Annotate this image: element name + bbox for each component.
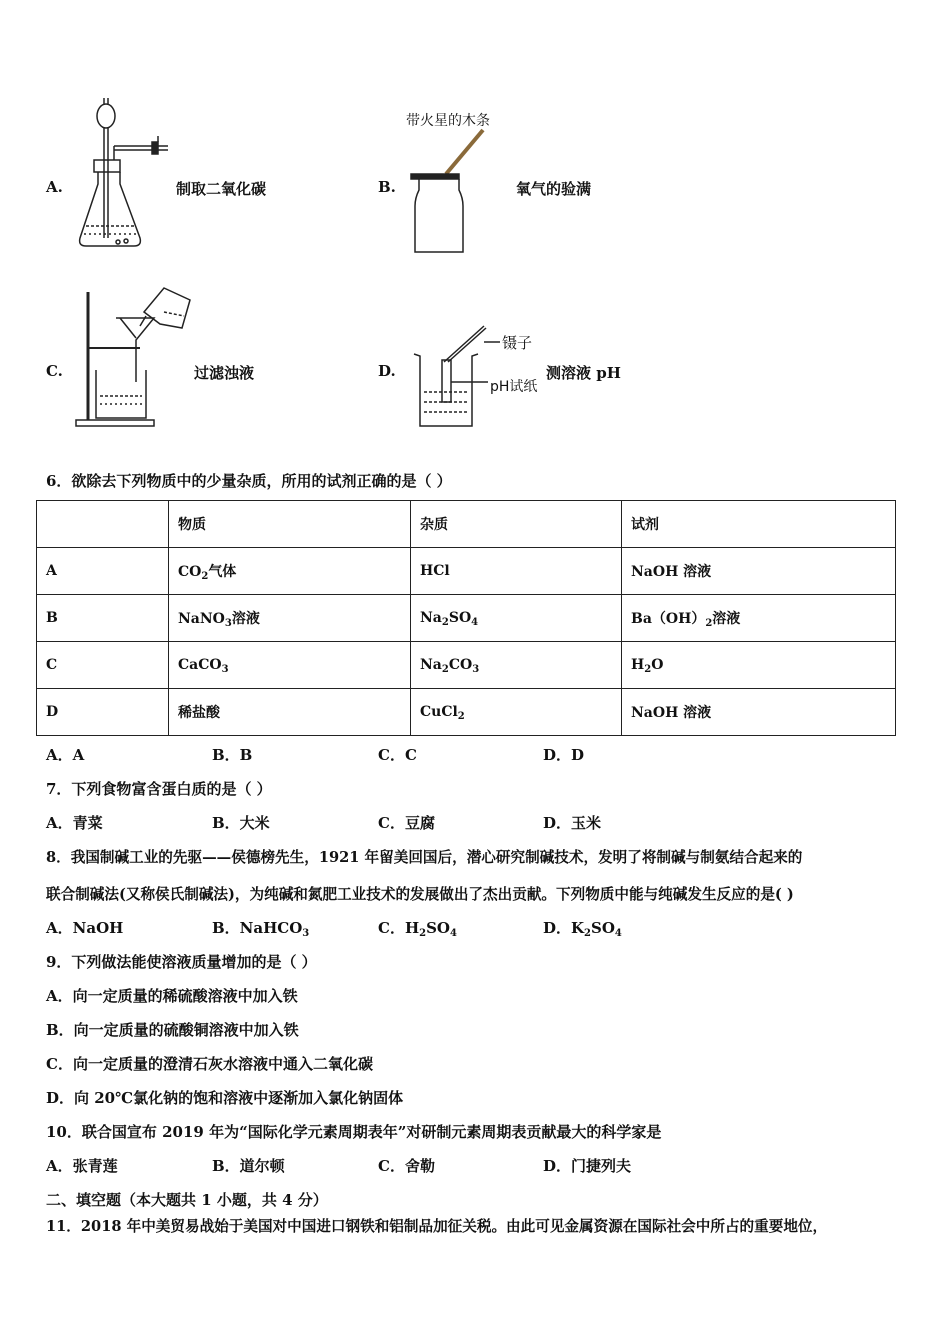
q9-option-c: C．向一定质量的澄清石灰水溶液中通入二氧化碳 bbox=[46, 1055, 373, 1073]
row-id: A bbox=[37, 548, 169, 595]
q9-option-b: B．向一定质量的硫酸铜溶液中加入铁 bbox=[46, 1021, 299, 1039]
q5-option-a-caption: 制取二氧化碳 bbox=[176, 180, 267, 198]
q9-stem: 9．下列做法能使溶液质量增加的是（ ） bbox=[46, 953, 317, 971]
q6-option-d: D．D bbox=[543, 746, 585, 764]
row-id: D bbox=[37, 689, 169, 736]
substance-cell: 稀盐酸 bbox=[169, 689, 411, 736]
q5-option-c-caption: 过滤浊液 bbox=[194, 364, 255, 382]
table-row bbox=[37, 548, 896, 595]
q8-option-b: B．NaHCO$_3$ bbox=[212, 919, 310, 939]
table-header-cell bbox=[37, 501, 169, 548]
q6-option-a: A．A bbox=[46, 746, 85, 764]
substance-cell: CaCO$_3$ bbox=[169, 642, 411, 689]
substance-cell: NaNO$_3$溶液 bbox=[169, 595, 411, 642]
q6-option-c: C．C bbox=[378, 746, 417, 764]
q11-stem-line1: 11．2018 年中美贸易战始于美国对中国进口钢铁和铝制品加征关税。由此可见金属资源在国际社会中所占的重要地位， bbox=[46, 1218, 828, 1235]
q7-option-d: D．玉米 bbox=[543, 814, 602, 832]
co2-apparatus-figure bbox=[70, 98, 180, 258]
q7-option-c: C．豆腐 bbox=[378, 814, 435, 832]
impurity-cell: $Na_2SO_4$ bbox=[411, 595, 622, 642]
q5-option-b-letter: B. bbox=[378, 178, 396, 196]
q10-option-c: C．舍勒 bbox=[378, 1157, 435, 1175]
q10-option-a: A．张青莲 bbox=[46, 1157, 118, 1175]
q10-stem: 10．联合国宣布 2019 年为“国际化学元素周期表年”对研制元素周期表贡献最大的科学家是 bbox=[46, 1123, 662, 1141]
table-row bbox=[37, 595, 896, 642]
q7-option-a: A．青菜 bbox=[46, 814, 103, 832]
q5-option-b-caption: 氧气的验满 bbox=[516, 180, 592, 198]
q9-option-d: D．向 20℃氯化钠的饱和溶液中逐渐加入氯化钠固体 bbox=[46, 1089, 404, 1107]
q8-stem-line1: 8．我国制碱工业的先驱——侯德榜先生，1921 年留美回国后，潜心研究制碱技术，发明了将制碱与制氨结合起来的 bbox=[46, 849, 803, 866]
row-id: B bbox=[37, 595, 169, 642]
reagent-cell: NaOH 溶液 bbox=[622, 548, 896, 595]
table-header-cell: 物质 bbox=[169, 501, 411, 548]
filtration-figure bbox=[72, 282, 196, 432]
table-row bbox=[37, 642, 896, 689]
table-header-row bbox=[37, 501, 896, 548]
q8-stem-line2: 联合制碱法(又称侯氏制碱法)，为纯碱和氮肥工业技术的发展做出了杰出贡献。下列物质中能与纯碱发生反应的是( ) bbox=[46, 886, 794, 903]
q8-option-d: D．$K_2SO_4$ bbox=[543, 919, 622, 939]
glowing-splint-label: 带火星的木条 bbox=[406, 113, 490, 129]
tweezers-label: 镊子 bbox=[502, 334, 533, 352]
ph-paper-label: pH试纸 bbox=[490, 379, 538, 395]
table-header-cell: 杂质 bbox=[411, 501, 622, 548]
reagent-cell: $H_2O$ bbox=[622, 642, 896, 689]
q6-option-b: B．B bbox=[212, 746, 253, 764]
table-row bbox=[37, 689, 896, 736]
q9-option-a: A．向一定质量的稀硫酸溶液中加入铁 bbox=[46, 987, 298, 1005]
substance-cell: $CO_2$气体 bbox=[169, 548, 411, 595]
q6-table bbox=[36, 500, 896, 736]
impurity-cell: HCl bbox=[411, 548, 622, 595]
q8-option-a: A．NaOH bbox=[46, 919, 124, 937]
q10-option-d: D．门捷列夫 bbox=[543, 1157, 632, 1175]
table-header-cell: 试剂 bbox=[622, 501, 896, 548]
q8-option-c: C．$H_2SO_4$ bbox=[378, 919, 457, 939]
q6-stem: 6．欲除去下列物质中的少量杂质，所用的试剂正确的是（ ） bbox=[46, 472, 452, 490]
q10-option-b: B．道尔顿 bbox=[212, 1157, 285, 1175]
q5-option-a-letter: A. bbox=[46, 178, 63, 196]
reagent-cell: NaOH 溶液 bbox=[622, 689, 896, 736]
q5-option-d-letter: D. bbox=[378, 362, 396, 380]
impurity-cell: $Na_2CO_3$ bbox=[411, 642, 622, 689]
section-title: 二、填空题（本大题共 1 小题，共 4 分） bbox=[46, 1191, 328, 1209]
q5-option-c-letter: C. bbox=[46, 362, 63, 380]
q5-option-d-caption: 测溶液 pH bbox=[546, 364, 621, 382]
gas-bottle-figure bbox=[405, 128, 475, 258]
q7-option-b: B．大米 bbox=[212, 814, 270, 832]
row-id: C bbox=[37, 642, 169, 689]
impurity-cell: CuCl$_2$ bbox=[411, 689, 622, 736]
reagent-cell: $Ba(OH)_2$溶液 bbox=[622, 595, 896, 642]
q7-stem: 7．下列食物富含蛋白质的是（ ） bbox=[46, 780, 272, 798]
